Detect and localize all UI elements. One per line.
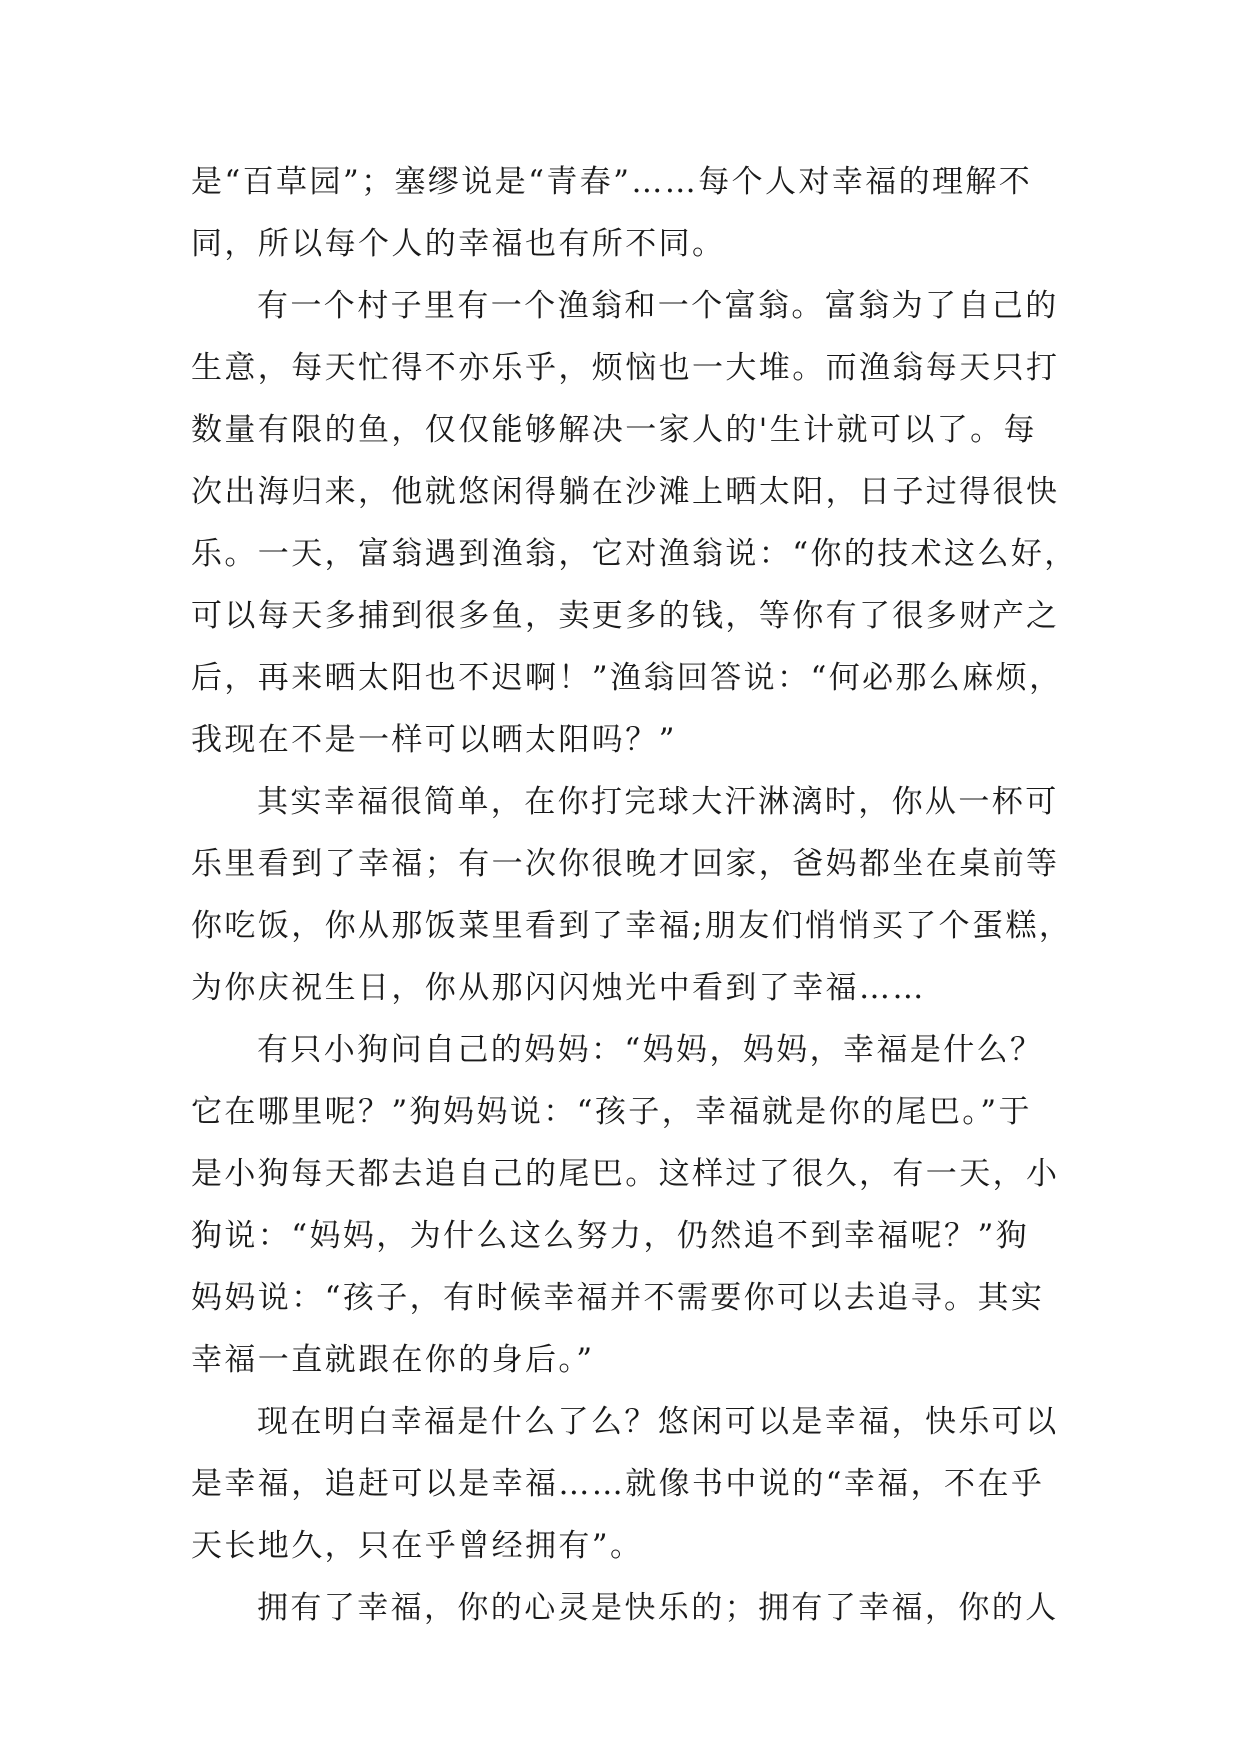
text-line: 它在哪里呢？”狗妈妈说：“孩子，幸福就是你的尾巴。”于 <box>191 1094 1032 1130</box>
text-line: 是小狗每天都去追自己的尾巴。这样过了很久，有一天，小 <box>191 1156 1060 1192</box>
text-line: 我现在不是一样可以晒太阳吗？” <box>191 722 677 758</box>
text-line: 为你庆祝生日，你从那闪闪烛光中看到了幸福…… <box>191 970 926 1006</box>
paragraph-2 <box>191 275 1078 771</box>
paragraph-1 <box>191 151 1071 275</box>
paragraph-3 <box>191 771 1071 1019</box>
paragraph-5 <box>191 1391 1071 1577</box>
text-line: 妈妈说：“孩子，有时候幸福并不需要你可以去追寻。其实 <box>191 1280 1045 1316</box>
text-line: 有只小狗问自己的妈妈：“妈妈，妈妈，幸福是什么？ <box>257 1032 1044 1068</box>
text-line: 是幸福，追赶可以是幸福……就像书中说的“幸福，不在乎 <box>191 1466 1045 1502</box>
text-line: 天长地久，只在乎曾经拥有”。 <box>191 1528 644 1564</box>
text-line: 幸福一直就跟在你的身后。” <box>191 1342 595 1378</box>
text-line: 你吃饭，你从那饭菜里看到了幸福;朋友们悄悄买了个蛋糕， <box>191 908 1073 944</box>
paragraph-4 <box>191 1019 1071 1391</box>
text-line: 可以每天多捕到很多鱼，卖更多的钱，等你有了很多财产之 <box>191 598 1060 634</box>
document-body <box>191 151 1078 1639</box>
text-line: 狗说：“妈妈，为什么这么努力，仍然追不到幸福呢？”狗 <box>191 1218 1030 1254</box>
text-line: 是“百草园”；塞缪说是“青春”……每个人对幸福的理解不 <box>191 164 1033 200</box>
text-line: 次出海归来，他就悠闲得躺在沙滩上晒太阳，日子过得很快 <box>191 474 1060 510</box>
text-line: 乐里看到了幸福；有一次你很晚才回家，爸妈都坐在桌前等 <box>191 846 1060 882</box>
text-line: 后，再来晒太阳也不迟啊！”渔翁回答说：“何必那么麻烦， <box>191 660 1063 696</box>
text-line: 同，所以每个人的幸福也有所不同。 <box>191 226 726 262</box>
paragraph-6 <box>191 1577 1071 1639</box>
text-line: 乐。一天，富翁遇到渔翁，它对渔翁说：“你的技术这么好， <box>191 536 1078 572</box>
text-line: 拥有了幸福，你的心灵是快乐的；拥有了幸福，你的人 <box>257 1590 1059 1626</box>
text-line: 现在明白幸福是什么了么？悠闲可以是幸福，快乐可以 <box>257 1404 1059 1440</box>
text-line: 数量有限的鱼，仅仅能够解决一家人的'生计就可以了。每 <box>191 412 1037 448</box>
text-line: 其实幸福很简单，在你打完球大汗淋漓时，你从一杯可 <box>257 784 1059 820</box>
text-line: 生意，每天忙得不亦乐乎，烦恼也一大堆。而渔翁每天只打 <box>191 350 1060 386</box>
text-line: 有一个村子里有一个渔翁和一个富翁。富翁为了自己的 <box>257 288 1059 324</box>
